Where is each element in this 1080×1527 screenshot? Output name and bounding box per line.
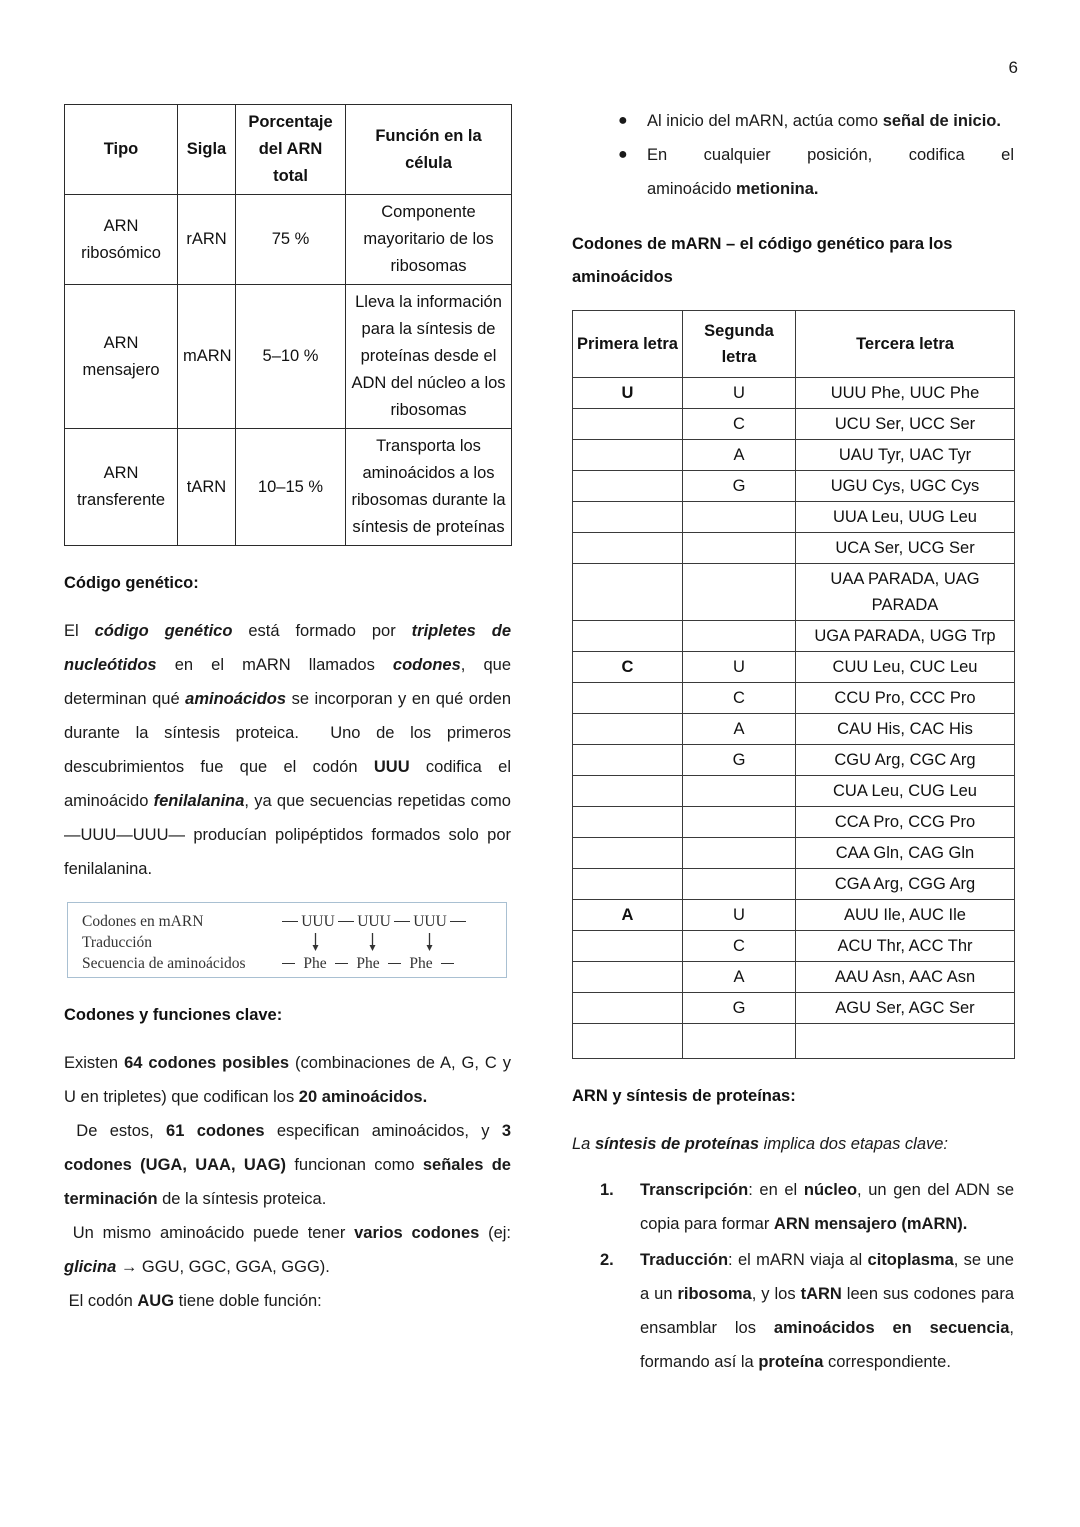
- table-row: [573, 807, 1015, 838]
- table-row: [573, 869, 1015, 900]
- cell-primera: U: [573, 378, 683, 409]
- list-item: ● En cualquier posición, codifica el aminoácido metionina.: [572, 138, 1014, 206]
- cell-tercera: CCU Pro, CCC Pro: [796, 683, 1015, 714]
- table-row: [65, 195, 512, 285]
- table-row: [573, 838, 1015, 869]
- paragraph-codigo-genetico: El código genético está formado por tripletes de nucleótidos en el mARN llamados codones, que determinan qué aminoácidos se incorporan y en qué orden durante la síntesis proteica. Uno de los primeros descubrimientos fue que el codón UUU codifica el aminoácido fenilalanina, ya que secuencias repetidas como —UUU—UUU— producían polipéptidos formados solo por fenilalanina.: [64, 622, 512, 878]
- table-row: [573, 409, 1015, 440]
- list-item: ● Al inicio del mARN, actúa como señal de inicio.: [572, 104, 1014, 138]
- rna-types-table: [64, 104, 512, 546]
- codon-table-body: [573, 378, 1015, 1059]
- cell-primera: [573, 776, 683, 807]
- figure-dash: [282, 921, 298, 922]
- down-arrow-icon: [311, 933, 320, 951]
- cell-primera: [573, 869, 683, 900]
- table-row: [573, 900, 1015, 931]
- cell-funcion: Lleva la información para la síntesis de proteínas desde el ADN del núcleo a los ribosomas: [346, 285, 512, 429]
- cell-primera: [573, 564, 683, 621]
- cell-primera: [573, 502, 683, 533]
- cell-primera: [573, 409, 683, 440]
- cell-tercera: AGU Ser, AGC Ser: [796, 993, 1015, 1024]
- cell-tercera: CAA Gln, CAG Gln: [796, 838, 1015, 869]
- cell-porcentaje: 75 %: [236, 195, 346, 285]
- cell-tercera: CCA Pro, CCG Pro: [796, 807, 1015, 838]
- cell-segunda: [683, 838, 796, 869]
- cell-primera: [573, 683, 683, 714]
- cell-porcentaje: 10–15 %: [236, 429, 346, 546]
- paragraph-codones-posibles: Existen 64 codones posibles (combinaciones de A, G, C y U en tripletes) que codifican los 20 aminoácidos.: [64, 1054, 511, 1106]
- figure-graphic: [280, 911, 495, 973]
- cell-tipo: ARN transferente: [65, 429, 178, 546]
- codon-table: [572, 310, 1015, 1059]
- cell-segunda: A: [683, 714, 796, 745]
- figure-codon: UUU: [301, 912, 335, 930]
- left-column: [64, 104, 511, 1318]
- list-item: 2. Traducción: el mARN viaja al citoplasma, se une a un ribosoma, y los tARN leen sus codones para ensamblar los aminoácidos en secuencia, formando así la proteína correspondiente.: [572, 1243, 1014, 1379]
- cell-segunda: [683, 1024, 796, 1059]
- cell-tercera: AUU Ile, AUC Ile: [796, 900, 1015, 931]
- table-row: [65, 429, 512, 546]
- table-row: [573, 440, 1015, 471]
- cell-segunda: [683, 502, 796, 533]
- translation-figure: [67, 902, 507, 978]
- figure-dash: [450, 921, 466, 922]
- heading-codones-funciones: Codones y funciones clave:: [64, 1006, 283, 1024]
- table-row: [573, 683, 1015, 714]
- cell-tipo: ARN mensajero: [65, 285, 178, 429]
- table-row: [573, 1024, 1015, 1059]
- column-header-primera-letra: Primera letra: [573, 311, 683, 378]
- cell-segunda: [683, 533, 796, 564]
- cell-tercera: UUU Phe, UUC Phe: [796, 378, 1015, 409]
- bullet-icon: ●: [618, 112, 628, 129]
- aug-function-bullets: [572, 104, 1014, 206]
- table-row: [573, 962, 1015, 993]
- cell-tercera: [796, 1024, 1015, 1059]
- table-row: [573, 621, 1015, 652]
- cell-segunda: U: [683, 378, 796, 409]
- cell-sigla: rARN: [178, 195, 236, 285]
- cell-segunda: C: [683, 931, 796, 962]
- table-row: [573, 502, 1015, 533]
- figure-labels: [82, 911, 246, 974]
- page-number: 6: [1008, 58, 1018, 77]
- figure-arrow-row: [280, 932, 495, 953]
- cell-primera: [573, 1024, 683, 1059]
- figure-aminoacid: Phe: [409, 954, 433, 972]
- cell-segunda: [683, 776, 796, 807]
- cell-funcion: Componente mayoritario de los ribosomas: [346, 195, 512, 285]
- cell-tercera: CUU Leu, CUC Leu: [796, 652, 1015, 683]
- figure-dash: [338, 921, 354, 922]
- cell-primera: C: [573, 652, 683, 683]
- table-row: [573, 745, 1015, 776]
- cell-sigla: mARN: [178, 285, 236, 429]
- cell-tercera: UCA Ser, UCG Ser: [796, 533, 1015, 564]
- cell-tercera: UGU Cys, UGC Cys: [796, 471, 1015, 502]
- table-row: [573, 471, 1015, 502]
- cell-primera: [573, 931, 683, 962]
- cell-primera: [573, 838, 683, 869]
- step-number: 2.: [600, 1251, 614, 1269]
- cell-primera: [573, 807, 683, 838]
- column-header-segunda-letra: Segunda letra: [683, 311, 796, 378]
- cell-primera: [573, 471, 683, 502]
- cell-primera: [573, 440, 683, 471]
- table-row: [573, 931, 1015, 962]
- synthesis-steps: [572, 1173, 1014, 1379]
- figure-codon: UUU: [357, 912, 391, 930]
- cell-primera: [573, 621, 683, 652]
- cell-tercera: CAU His, CAC His: [796, 714, 1015, 745]
- column-header-tercera-letra: Tercera letra: [796, 311, 1015, 378]
- table-row: [573, 776, 1015, 807]
- cell-segunda: [683, 564, 796, 621]
- cell-segunda: U: [683, 900, 796, 931]
- table-header-row: [573, 311, 1015, 378]
- cell-porcentaje: 5–10 %: [236, 285, 346, 429]
- column-header-porcentaje: Porcentaje del ARN total: [236, 105, 346, 195]
- figure-label-traduccion: Traducción: [82, 934, 153, 951]
- right-column: [572, 104, 1014, 1381]
- cell-primera: [573, 714, 683, 745]
- figure-dash: [441, 963, 454, 964]
- cell-primera: A: [573, 900, 683, 931]
- cell-primera: [573, 962, 683, 993]
- step-number: 1.: [600, 1181, 614, 1199]
- cell-primera: [573, 533, 683, 564]
- table-row: [65, 285, 512, 429]
- list-item: 1. Transcripción: en el núcleo, un gen del ADN se copia para formar ARN mensajero (mARN).: [572, 1173, 1014, 1241]
- cell-tercera: ACU Thr, ACC Thr: [796, 931, 1015, 962]
- cell-tercera: AAU Asn, AAC Asn: [796, 962, 1015, 993]
- figure-label-secuencia: Secuencia de aminoácidos: [82, 955, 246, 972]
- cell-segunda: [683, 621, 796, 652]
- cell-tercera: CGA Arg, CGG Arg: [796, 869, 1015, 900]
- figure-dash: [335, 963, 348, 964]
- column-header-funcion: Función en la célula: [346, 105, 512, 195]
- cell-funcion: Transporta los aminoácidos a los ribosomas durante la síntesis de proteínas: [346, 429, 512, 546]
- heading-codones-marn: Codones de mARN – el código genético para los aminoácidos: [572, 235, 953, 286]
- figure-dash: [388, 963, 401, 964]
- table-header-row: [65, 105, 512, 195]
- cell-segunda: U: [683, 652, 796, 683]
- column-header-tipo: Tipo: [65, 105, 178, 195]
- figure-aminoacid-row: [280, 953, 495, 974]
- cell-tercera: UGA PARADA, UGG Trp: [796, 621, 1015, 652]
- cell-segunda: [683, 869, 796, 900]
- cell-segunda: G: [683, 471, 796, 502]
- table-row: [573, 993, 1015, 1024]
- figure-codon: UUU: [413, 912, 447, 930]
- column-header-sigla: Sigla: [178, 105, 236, 195]
- figure-dash: [282, 963, 295, 964]
- cell-segunda: A: [683, 962, 796, 993]
- table-row: [573, 378, 1015, 409]
- table-row: [573, 714, 1015, 745]
- table-row: [573, 564, 1015, 621]
- figure-aminoacid: Phe: [303, 954, 327, 972]
- cell-tercera: UAA PARADA, UAG PARADA: [796, 564, 1015, 621]
- cell-segunda: [683, 807, 796, 838]
- cell-primera: [573, 745, 683, 776]
- cell-segunda: G: [683, 993, 796, 1024]
- cell-segunda: G: [683, 745, 796, 776]
- figure-label-codones: Codones en mARN: [82, 913, 204, 930]
- figure-aminoacid: Phe: [356, 954, 380, 972]
- figure-dash: [394, 921, 410, 922]
- cell-segunda: C: [683, 409, 796, 440]
- cell-sigla: tARN: [178, 429, 236, 546]
- heading-arn-sintesis: ARN y síntesis de proteínas:: [572, 1087, 796, 1105]
- bullet-icon: ●: [618, 146, 628, 163]
- paragraph-varios-codones: Un mismo aminoácido puede tener varios codones (ej: glicina → GGU, GGC, GGA, GGG).: [64, 1224, 511, 1276]
- paragraph-sintesis-intro: La síntesis de proteínas implica dos etapas clave:: [572, 1135, 949, 1153]
- cell-tercera: CGU Arg, CGC Arg: [796, 745, 1015, 776]
- cell-tercera: UAU Tyr, UAC Tyr: [796, 440, 1015, 471]
- paragraph-codones-detalle: De estos, 61 codones especifican aminoácidos, y 3 codones (UGA, UAA, UAG) funcionan como señales de terminación de la síntesis proteica.: [64, 1122, 511, 1208]
- cell-primera: [573, 993, 683, 1024]
- cell-tercera: CUA Leu, CUG Leu: [796, 776, 1015, 807]
- paragraph-aug: El codón AUG tiene doble función:: [64, 1292, 322, 1310]
- heading-codigo-genetico: Código genético:: [64, 574, 199, 592]
- cell-segunda: A: [683, 440, 796, 471]
- down-arrow-icon: [368, 933, 377, 951]
- figure-codon-row: [280, 911, 495, 932]
- cell-tercera: UCU Ser, UCC Ser: [796, 409, 1015, 440]
- cell-tipo: ARN ribosómico: [65, 195, 178, 285]
- down-arrow-icon: [425, 933, 434, 951]
- cell-segunda: C: [683, 683, 796, 714]
- table-row: [573, 652, 1015, 683]
- cell-tercera: UUA Leu, UUG Leu: [796, 502, 1015, 533]
- table-row: [573, 533, 1015, 564]
